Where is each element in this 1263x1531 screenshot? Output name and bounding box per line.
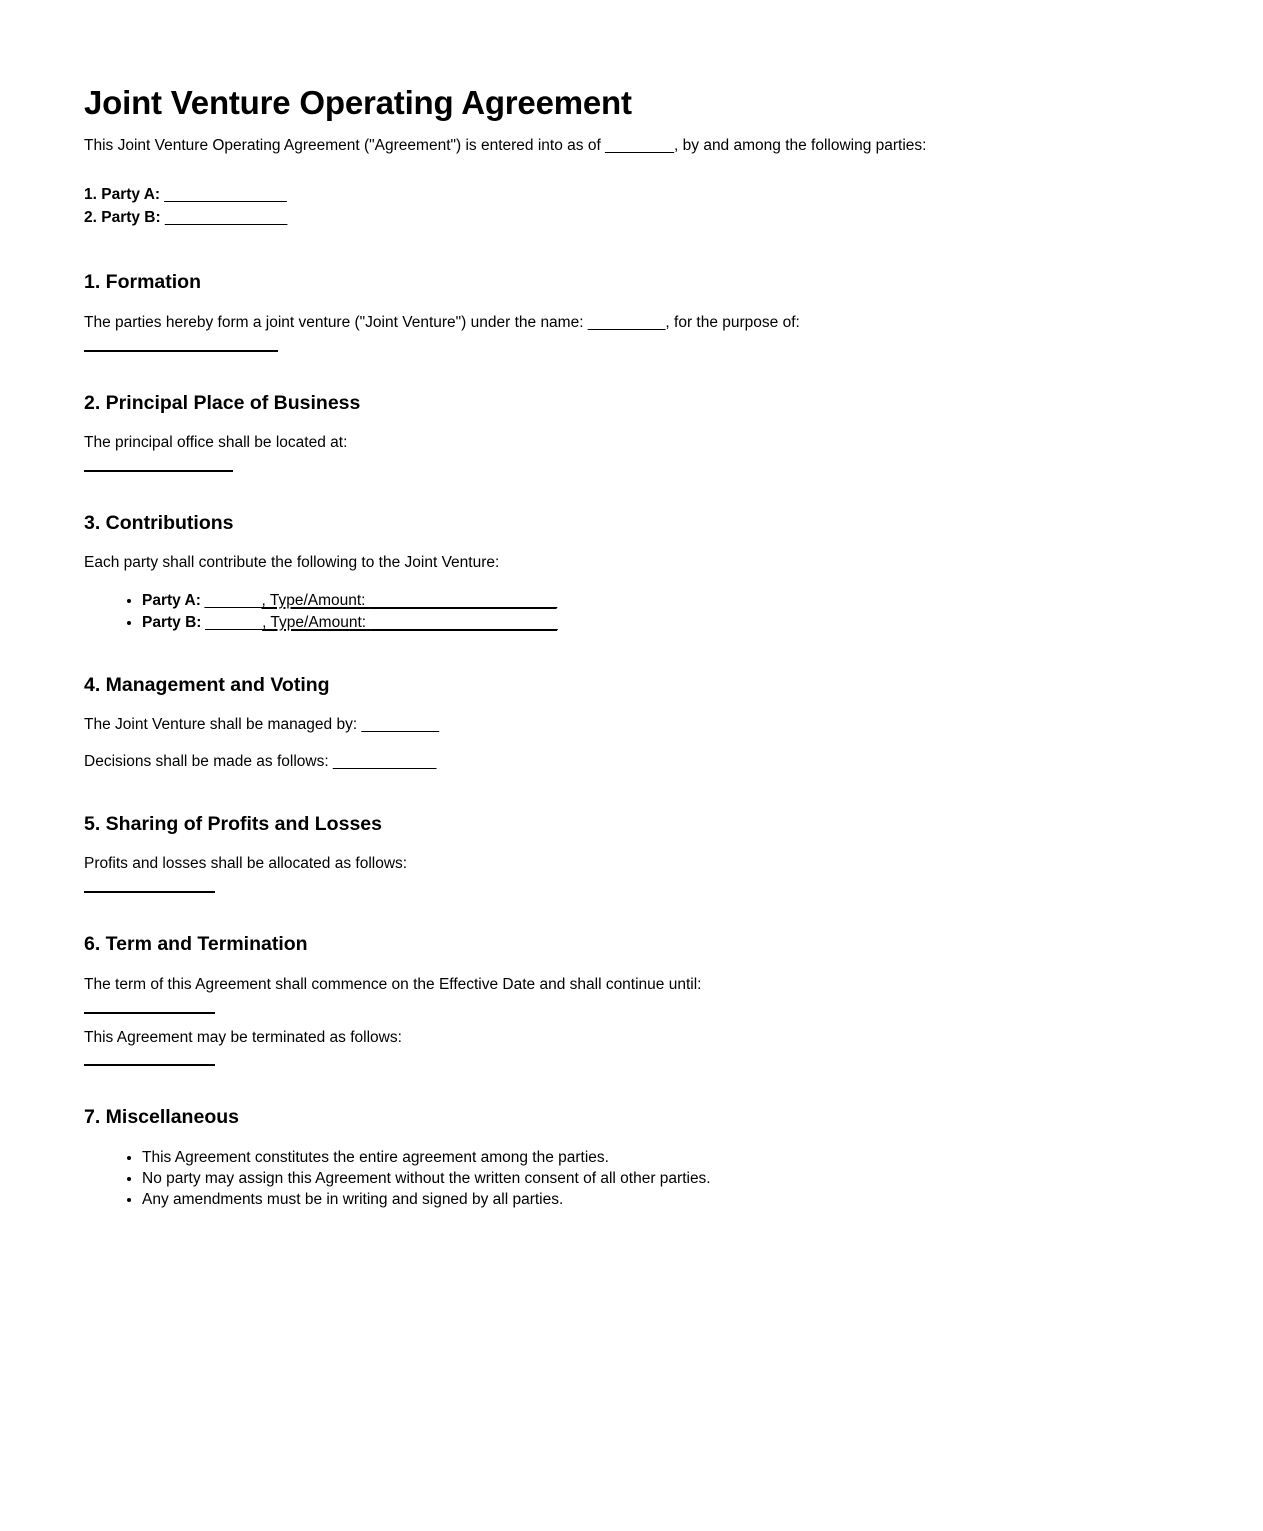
contrib-party-a-type-label: , Type/Amount: bbox=[261, 592, 370, 610]
termination-terms-blank-rule[interactable] bbox=[84, 1064, 215, 1066]
contrib-party-b-type-blank[interactable]: _______________________ bbox=[370, 613, 558, 631]
intro-text-before: This Joint Venture Operating Agreement ("Agreement") is entered into as of bbox=[84, 136, 606, 154]
termination-terms-text: This Agreement may be terminated as follows: bbox=[84, 1028, 402, 1046]
intro-paragraph bbox=[84, 136, 1179, 157]
management-managed-by-blank[interactable]: _________ bbox=[361, 716, 440, 734]
section-profits-losses bbox=[84, 813, 1179, 893]
management-managed-by-line bbox=[84, 715, 1179, 736]
management-decisions-line bbox=[84, 752, 1179, 773]
section-miscellaneous bbox=[84, 1106, 1179, 1210]
list-item: • No party may assign this Agreement without the written consent of all other parties. bbox=[142, 1169, 1179, 1190]
formation-name-blank[interactable]: _________ bbox=[587, 313, 666, 331]
principal-office-blank-rule[interactable] bbox=[84, 470, 233, 472]
party-b-blank[interactable]: _______________ bbox=[164, 209, 287, 227]
contrib-party-b-type-label: , Type/Amount: bbox=[262, 613, 371, 631]
party-a-line bbox=[84, 183, 1179, 206]
party-a-label: 1. Party A: bbox=[84, 185, 161, 203]
contrib-party-a-blank[interactable]: _______ bbox=[200, 592, 262, 610]
section-miscellaneous-heading: 7. Miscellaneous bbox=[84, 1106, 239, 1129]
contributions-list bbox=[84, 590, 1179, 633]
management-decisions-text: Decisions shall be made as follows: bbox=[84, 752, 333, 770]
list-item: • Any amendments must be in writing and signed by all parties. bbox=[142, 1190, 1179, 1211]
term-continue-until-text: The term of this Agreement shall commence on the Effective Date and shall continue until: bbox=[84, 975, 702, 993]
formation-text-before: The parties hereby form a joint venture ("Joint Venture") under the name: bbox=[84, 313, 588, 331]
section-contributions bbox=[84, 512, 1179, 634]
section-profits-losses-body: Profits and losses shall be allocated as follows: bbox=[84, 855, 408, 873]
miscellaneous-list bbox=[84, 1148, 1179, 1211]
contrib-party-a-label: Party A: bbox=[142, 592, 201, 610]
term-spacer bbox=[84, 1014, 1179, 1028]
section-formation bbox=[84, 271, 1179, 351]
section-contributions-body: Each party shall contribute the following to the Joint Venture: bbox=[84, 554, 500, 572]
party-b-line bbox=[84, 206, 1179, 229]
section-term-termination bbox=[84, 933, 1179, 1066]
contrib-party-a-type-blank[interactable]: _______________________ bbox=[369, 592, 557, 610]
profits-allocation-blank-rule[interactable] bbox=[84, 891, 215, 893]
formation-text-after: , for the purpose of: bbox=[665, 313, 800, 331]
contrib-party-b-label: Party B: bbox=[142, 613, 202, 631]
intro-text-after: , by and among the following parties: bbox=[674, 136, 927, 154]
page-title: Joint Venture Operating Agreement bbox=[84, 84, 632, 121]
parties-list bbox=[84, 183, 1179, 230]
list-item: • This Agreement constitutes the entire agreement among the parties. bbox=[142, 1148, 1179, 1169]
section-principal-place bbox=[84, 392, 1179, 472]
list-item bbox=[142, 612, 1179, 634]
section-formation-heading: 1. Formation bbox=[84, 271, 202, 294]
management-decisions-blank[interactable]: ____________ bbox=[332, 752, 437, 770]
section-contributions-heading: 3. Contributions bbox=[84, 511, 234, 534]
section-term-termination-heading: 6. Term and Termination bbox=[84, 933, 308, 956]
section-management-voting bbox=[84, 674, 1179, 773]
section-profits-losses-heading: 5. Sharing of Profits and Losses bbox=[84, 812, 382, 835]
contrib-party-b-blank[interactable]: _______ bbox=[201, 613, 263, 631]
party-b-label: 2. Party B: bbox=[84, 209, 161, 227]
list-item bbox=[142, 590, 1179, 612]
formation-purpose-blank-rule[interactable] bbox=[84, 350, 278, 352]
section-management-voting-heading: 4. Management and Voting bbox=[84, 673, 330, 696]
section-formation-body bbox=[84, 313, 1179, 334]
section-principal-place-body: The principal office shall be located at: bbox=[84, 434, 348, 452]
party-a-blank[interactable]: _______________ bbox=[164, 185, 287, 203]
management-managed-by-text: The Joint Venture shall be managed by: bbox=[84, 716, 362, 734]
effective-date-blank[interactable]: ________ bbox=[605, 136, 675, 154]
section-principal-place-heading: 2. Principal Place of Business bbox=[84, 391, 361, 414]
